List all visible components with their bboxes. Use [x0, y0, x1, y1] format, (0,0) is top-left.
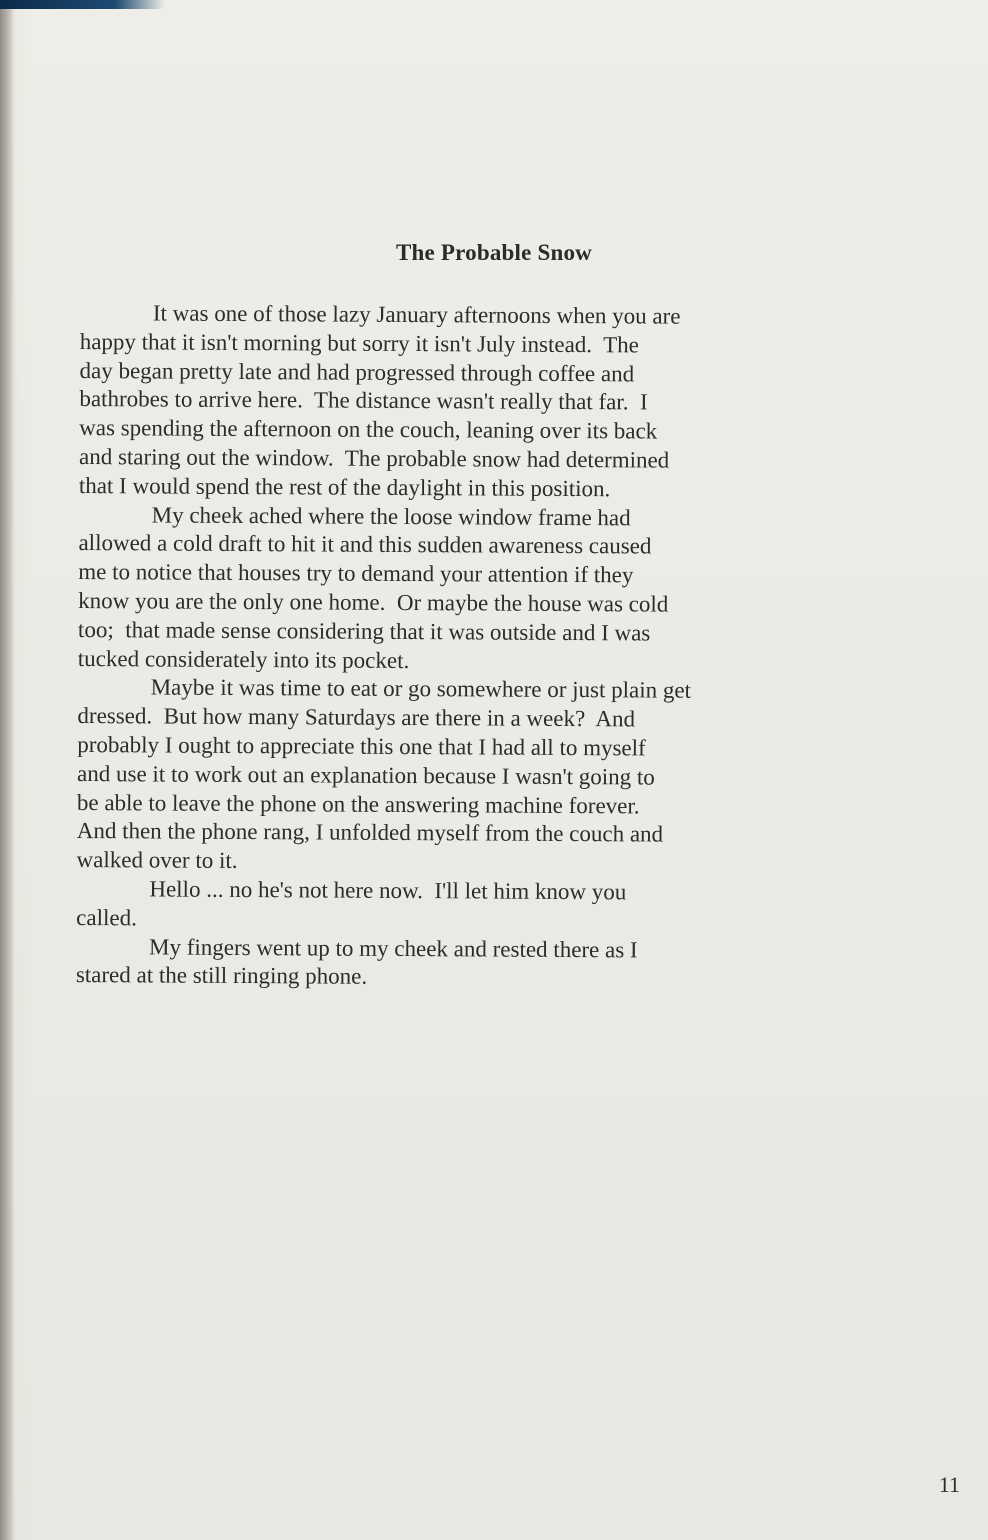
text-line: me to notice that houses try to demand your attention if they [78, 559, 634, 588]
text-line: And then the phone rang, I unfolded myself from the couch and [76, 818, 664, 847]
text-line: was spending the afternoon on the couch, leaning over its back [79, 415, 658, 444]
text-line: Maybe it was time to eat or go somewhere or just plain get [150, 674, 692, 704]
paragraph-3 [76, 673, 837, 879]
text-line: My fingers went up to my cheek and rested there as I [148, 933, 638, 962]
text-line: that I would spend the rest of the daylight in this position. [78, 472, 611, 502]
text-line: My cheek ached where the loose window frame had [151, 502, 631, 530]
text-line: tucked considerately into its pocket. [77, 645, 410, 673]
text-line: It was one of those lazy January afternoons when you are [152, 300, 681, 329]
paragraph-5 [76, 933, 836, 995]
text-line: and staring out the window. The probable snow had determined [78, 443, 670, 473]
paragraph-2 [78, 501, 839, 678]
paragraph-4 [76, 875, 836, 937]
text-line: know you are the only one home. Or maybe the house was cold [78, 587, 669, 617]
text-line: called. [76, 904, 137, 931]
text-line: probably I ought to appreciate this one that I had all to myself [77, 731, 646, 761]
text-line: be able to leave the phone on the answering machine forever. [76, 789, 640, 818]
text-line: day began pretty late and had progressed through coffee and [79, 357, 635, 386]
text-line: too; that made sense considering that it was outside and I was [77, 616, 651, 646]
top-edge-mark [0, 0, 165, 9]
text-line: dressed. But how many Saturdays are there in a week? And [77, 703, 636, 732]
page-number: 11 [938, 1472, 960, 1497]
text-line: and use it to work out an explanation because I wasn't going to [77, 760, 655, 790]
text-line: stared at the still ringing phone. [75, 962, 368, 990]
text-line: Hello ... no he's not here now. I'll let him know you [149, 876, 627, 905]
text-line: walked over to it. [76, 847, 238, 874]
text-line: happy that it isn't morning but sorry it isn't July instead. The [79, 328, 639, 358]
text-line: allowed a cold draft to hit it and this sudden awareness caused [78, 530, 652, 559]
book-spine-shadow [0, 0, 14, 1540]
story-body [76, 299, 840, 995]
story-title: The Probable Snow [396, 240, 592, 265]
paragraph-1 [79, 299, 840, 505]
text-line: bathrobes to arrive here. The distance wasn't really that far. I [79, 386, 648, 415]
